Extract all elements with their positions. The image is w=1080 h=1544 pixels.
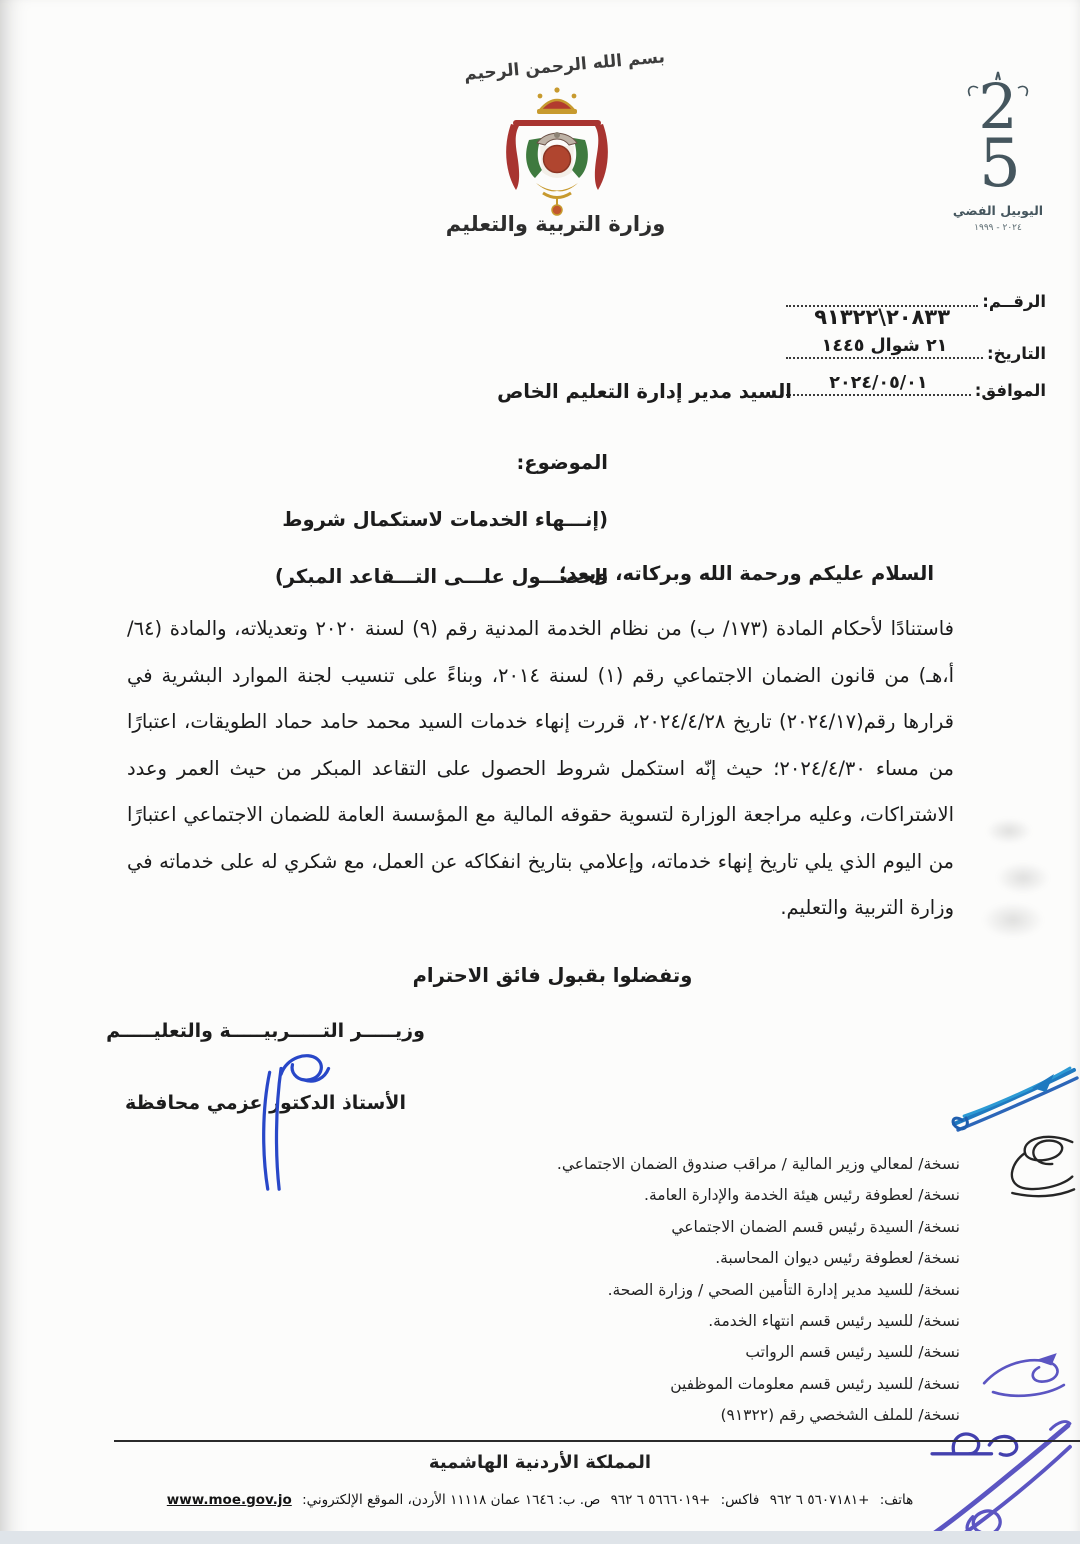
- jubilee-digit-2: 2: [978, 70, 1018, 143]
- letter-body: فاستنادًا لأحكام المادة (١٧٣/ ب) من نظام الخدمة المدنية رقم (٩) لسنة ٢٠٢٠ وتعديلاته، والمادة (٦٤/أ،هـ) من قانون الضمان الاجتماعي رقم (١) لسنة ٢٠١٤، وبناءً على تنسيب لجنة الموارد البشرية في قرارها رقم(٢٠٢٤/١٧) تاريخ ٢٠٢٤/٤/٢٨، قررت إنهاء خدمات السيد محمد حامد حماد الطويقات، اعتبارًا من مساء ٢٠٢٤/٤/٣٠؛ حيث إنّه استكمل شروط الحصول على التقاعد المبكر من حيث العمر وعدد الاشتراكات، وعليه مراجعة الوزارة لتسوية حقوقه المالية مع المؤسسة العامة للضمان الاجتماعي اعتبارًا من اليوم الذي يلي تاريخ إنهاء خدماته، وإعلامي بتاريخ انفكاكه عن العمل، مع شكري له على خدماته في وزارة التربية والتعليم.: [127, 617, 954, 919]
- scan-smudge: [986, 818, 1032, 844]
- cc-item: نسخة/ للسيد رئيس قسم معلومات الموظفين: [670, 1374, 960, 1393]
- hijri-date-value: ٢١ شوال ١٤٤٥: [821, 336, 948, 356]
- dotted-leader: [786, 336, 983, 359]
- jubilee-digit-5: 5: [979, 125, 1021, 198]
- cc-item: نسخة/ للسيد رئيس قسم انتهاء الخدمة.: [708, 1312, 960, 1331]
- bismillah-calligraphy: بسم الله الرحمن الرحيم: [463, 47, 666, 85]
- jordan-coat-of-arms-icon: [487, 86, 627, 220]
- footer-contact-line: [0, 1492, 1080, 1508]
- gregorian-date-row: [786, 373, 1046, 411]
- globe: [544, 146, 571, 173]
- cc-item: نسخة/ للملف الشخصي رقم (٩١٣٢٢): [720, 1406, 960, 1425]
- reference-number-value: ٢٠٨٣٣\٩١٣٢٢: [814, 305, 951, 329]
- left-drape: [506, 124, 519, 190]
- cc-list: [530, 1149, 960, 1432]
- gregorian-date-value: ٢٠٢٤/٠٥/٠١: [829, 373, 928, 393]
- minister-title: وزيـــــر التـــــربيـــــة والتعليـــــم: [106, 1020, 425, 1042]
- subject-line-1: (إنـــهاء الخدمات لاستكمال شروط: [282, 508, 608, 531]
- postal-address: ص. ب: ١٦٤٦ عمان ١١١١٨ الأردن، الموقع الإلكتروني:: [302, 1492, 601, 1508]
- cc-item: نسخة/ للسيد مدير إدارة التأمين الصحي / وزارة الصحة.: [607, 1280, 960, 1299]
- scan-edge-strip: [0, 1531, 1080, 1544]
- jubilee-label: اليوبيل الفضي: [952, 203, 1044, 218]
- footer-rule: [114, 1440, 1080, 1442]
- subject-line-2: الحصـــول علـــى التـــقاعد المبكر): [274, 565, 608, 588]
- hijri-date-label: التاريخ:: [987, 344, 1046, 363]
- subject-label: الموضوع:: [516, 451, 608, 474]
- crown-shape: [540, 100, 574, 110]
- scan-smudge: [982, 902, 1044, 938]
- phone-label: هاتف:: [879, 1492, 914, 1508]
- kingdom-name-calligraphy: المملكة الأردنية الهاشمية: [428, 1452, 652, 1473]
- ministry-name-calligraphy: وزارة التربية والتعليم: [445, 212, 666, 236]
- eagle-head: [554, 132, 560, 138]
- cc-item: نسخة/ لعطوفة رئيس ديوان المحاسبة.: [715, 1249, 960, 1268]
- website-url: www.moe.gov.jo: [166, 1492, 292, 1508]
- dotted-leader: [786, 373, 971, 396]
- jubilee-25-icon: [958, 70, 1038, 198]
- subject-block: [128, 434, 608, 605]
- reference-block: [786, 292, 1046, 411]
- reference-number-label: الرقــم:: [982, 292, 1046, 311]
- silver-jubilee-logo: [942, 70, 1054, 233]
- scan-smudge: [996, 862, 1050, 894]
- closing-line: وتفضلوا بقبول فائق الاحترام: [412, 964, 693, 987]
- addressee-line: السيد مدير إدارة التعليم الخاص: [497, 380, 792, 403]
- minister-name: الأستاذ الدكتور عزمي محافظة: [125, 1092, 406, 1114]
- black-initials-signature-icon: [985, 1120, 1080, 1206]
- cc-item: نسخة/ لمعالي وزير المالية / مراقب صندوق الضمان الاجتماعي.: [556, 1155, 960, 1173]
- fax-label: فاكس:: [720, 1492, 760, 1508]
- cc-item: نسخة/ للسيد رئيس قسم الرواتب: [745, 1343, 960, 1362]
- phone-number: ٥٦٠٧١٨١ ٦ ٩٦٢+: [769, 1492, 870, 1508]
- wreath: [536, 183, 578, 191]
- minister-signature-icon: [216, 1040, 348, 1192]
- right-drape: [595, 124, 608, 190]
- cc-item: نسخة/ لعطوفة رئيس هيئة الخدمة والإدارة العامة.: [644, 1186, 960, 1205]
- dotted-leader: [786, 292, 978, 329]
- cc-item: نسخة/ السيدة رئيس قسم الضمان الاجتماعي: [671, 1217, 960, 1236]
- violet-initials-signature-icon: [972, 1346, 1076, 1408]
- salutation-line: السلام عليكم ورحمة الله وبركاته، وبعد؛: [558, 562, 934, 585]
- gregorian-date-label: الموافق:: [974, 381, 1046, 400]
- fax-number: ٥٦٦٦٠١٩ ٦ ٩٦٢+: [610, 1492, 711, 1508]
- jubilee-years: ٢٠٢٤ - ١٩٩٩: [974, 223, 1022, 233]
- large-violet-signature-icon: [920, 1408, 1080, 1544]
